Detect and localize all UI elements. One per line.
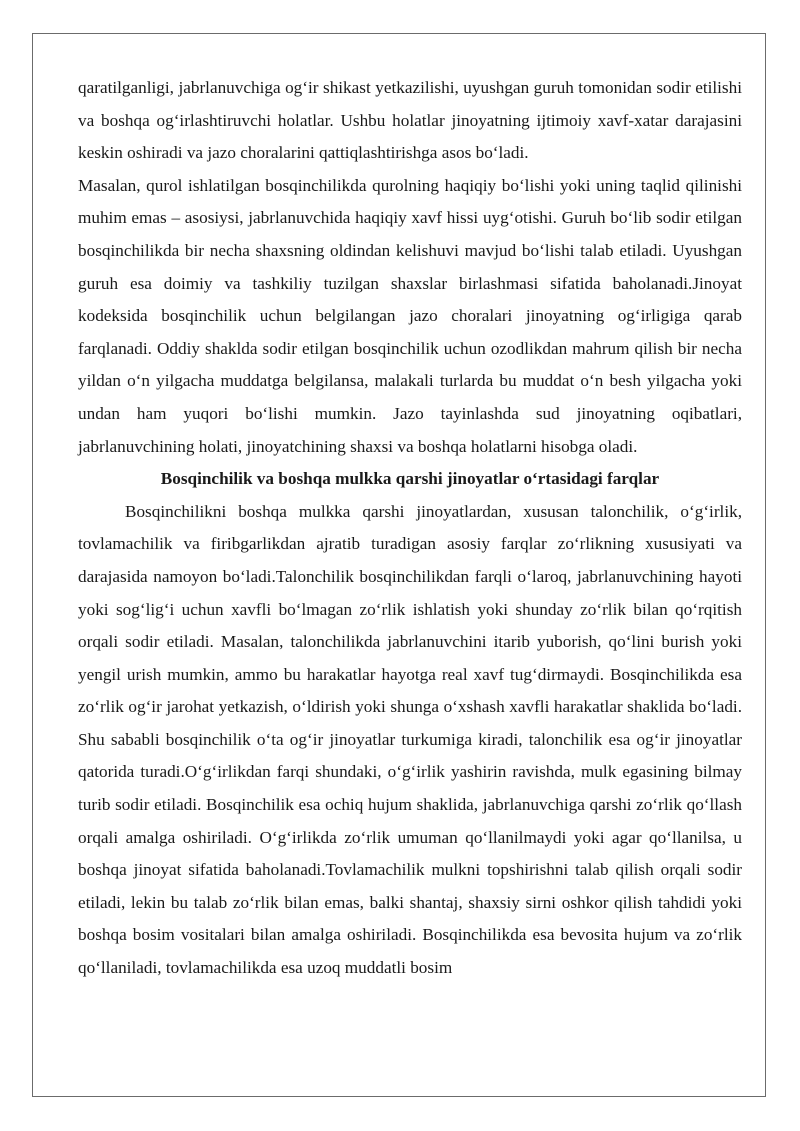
paragraph-robbery-details: Masalan, qurol ishlatilgan bosqinchilikda qurolning haqiqiy bo‘lishi yoki uning taqlid qilinishi muhim emas – asosiysi, jabrlanuvchida haqiqiy xavf hissi uyg‘otishi. Guruh bo‘lib sodir etilgan bosqinchilikda bir necha shaxsning oldindan kelishuvi mavjud bo‘lishi talab etiladi. Uyushgan guruh esa doimiy va tashkiliy tuzilgan shaxslar birlashmasi sifatida baholanadi.Jinoyat kodeksida bosqinchilik uchun belgilangan jazo choralari jinoyatning og‘irligiga qarab farqlanadi. Oddiy shaklda sodir etilgan bosqinchilik uchun ozodlikdan mahrum qilish bir necha yildan o‘n yilgacha muddatga belgilansa, malakali turlarda bu muddat o‘n besh yilgacha yoki undan ham yuqori bo‘lishi mumkin. Jazo tayinlashda sud jinoyatning oqibatlari, jabrlanuvchining holati, jinoyatchining shaxsi va boshqa holatlarni hisobga oladi.	[78, 175, 742, 456]
paragraph-continuation: qaratilganligi, jabrlanuvchiga og‘ir shikast yetkazilishi, uyushgan guruh tomonidan sodir etilishi va boshqa og‘irlashtiruvchi holatlar. Ushbu holatlar jinoyatning ijtimoiy xavf-xatar darajasini keskin oshiradi va jazo choralarini qattiqlashtirishga asos bo‘ladi.	[78, 78, 742, 163]
paragraph-differences: Bosqinchilikni boshqa mulkka qarshi jinoyatlardan, xususan talonchilik, o‘g‘irlik, tovlamachilik va firibgarlikdan ajratib turadigan asosiy farqlar zo‘rlikning xususiyati va darajasida namoyon bo‘ladi.Talonchilik bosqinchilikdan farqli o‘laroq, jabrlanuvchining hayoti yoki sog‘lig‘i uchun xavfli bo‘lmagan zo‘rlik ishlatish yoki shunday zo‘rlik bilan qo‘rqitish orqali sodir etiladi. Masalan, talonchilikda jabrlanuvchini itarib yuborish, qo‘lini burish yoki yengil urish mumkin, ammo bu harakatlar hayotga real xavf tug‘dirmaydi. Bosqinchilikda esa zo‘rlik og‘ir jarohat yetkazish, o‘ldirish yoki shunga o‘xshash xavfli harakatlar shaklida bo‘ladi. Shu sababli bosqinchilik o‘ta og‘ir jinoyatlar turkumiga kiradi, talonchilik esa og‘ir jinoyatlar qatorida turadi.O‘g‘irlikdan farqi shundaki, o‘g‘irlik yashirin ravishda, mulk egasining bilmay turib sodir etiladi. Bosqinchilik esa ochiq hujum shaklida, jabrlanuvchiga qarshi zo‘rlik qo‘llash orqali amalga oshiriladi. O‘g‘irlikda zo‘rlik umuman qo‘llanilmaydi yoki agar qo‘llanilsa, u boshqa jinoyat sifatida baholanadi.Tovlamachilik mulkni topshirishni talab qilish orqali sodir etiladi, lekin bu talab zo‘rlik bilan emas, balki shantaj, shaxsiy sirni oshkor qilish tahdidi yoki boshqa bosim vositalari bilan amalga oshiriladi. Bosqinchilikda esa bevosita hujum va zo‘rlik qo‘llaniladi, tovlamachilikda esa uzoq muddatli bosim	[78, 501, 742, 978]
section-heading: Bosqinchilik va boshqa mulkka qarshi jinoyatlar o‘rtasidagi farqlar	[160, 469, 660, 489]
document-body	[78, 72, 742, 985]
